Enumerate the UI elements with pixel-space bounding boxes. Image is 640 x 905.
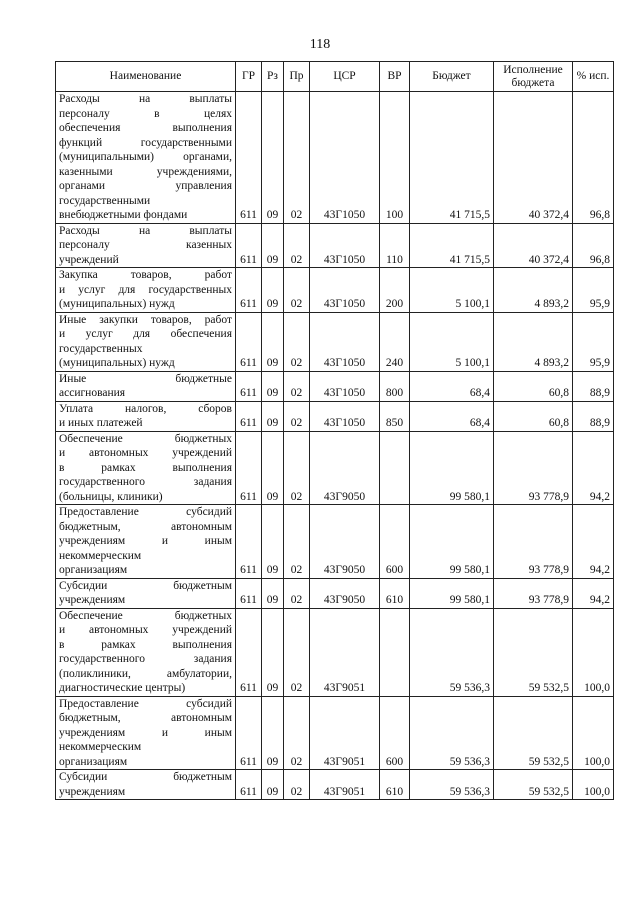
header-csr: ЦСР xyxy=(310,62,380,92)
cell-gr xyxy=(236,401,262,431)
cell-gr xyxy=(236,268,262,313)
cell-csr-value: 43Г1050 xyxy=(323,357,366,369)
cell-pr-value: 02 xyxy=(290,682,303,694)
header-execution: Исполнение бюджета xyxy=(494,62,573,92)
cell-percent xyxy=(573,312,614,371)
cell-rz-value: 09 xyxy=(266,209,279,221)
cell-percent-value: 100,0 xyxy=(584,755,610,768)
cell-budget-value: 41 715,5 xyxy=(449,253,490,266)
name-line: Расходы на выплаты xyxy=(59,93,232,105)
cell-rz xyxy=(262,608,284,696)
cell-csr xyxy=(310,371,380,401)
cell-csr-value: 43Г9051 xyxy=(323,785,366,798)
cell-csr-value: 43Г9050 xyxy=(323,564,366,576)
cell-csr-value: 43Г9050 xyxy=(323,490,366,503)
name-line: органами управления xyxy=(59,180,232,192)
cell-gr xyxy=(236,431,262,505)
cell-budget-value: 99 580,1 xyxy=(449,490,490,503)
cell-rz-value: 09 xyxy=(266,594,279,606)
cell-rz xyxy=(262,371,284,401)
name-line: в рамках выполнения xyxy=(59,638,232,651)
cell-vr-value: 240 xyxy=(385,357,404,369)
cell-percent xyxy=(573,770,614,800)
cell-budget xyxy=(410,578,494,608)
budget-table xyxy=(55,61,614,800)
cell-name xyxy=(56,505,236,579)
table-row xyxy=(56,268,614,313)
name-line: некоммерческим xyxy=(59,741,142,753)
cell-budget-value: 5 100,1 xyxy=(455,298,490,310)
cell-vr-value: 100 xyxy=(385,209,404,221)
name-line: (муниципальных) нужд xyxy=(59,357,175,369)
table-row xyxy=(56,770,614,800)
cell-pr-value: 02 xyxy=(290,253,303,266)
cell-vr-value: 110 xyxy=(386,253,403,266)
name-line: ассигнования xyxy=(59,387,126,399)
cell-execution-value: 59 532,5 xyxy=(528,682,569,694)
cell-budget xyxy=(410,431,494,505)
cell-vr xyxy=(380,312,410,371)
cell-vr-value: 600 xyxy=(385,755,404,768)
cell-name xyxy=(56,770,236,800)
cell-csr xyxy=(310,223,380,268)
cell-name xyxy=(56,578,236,608)
header-vr: ВР xyxy=(380,62,410,92)
cell-pr xyxy=(284,312,310,371)
table-row xyxy=(56,578,614,608)
cell-rz-value: 09 xyxy=(266,785,279,798)
name-line: учреждениям и иным xyxy=(59,535,232,547)
table-row xyxy=(56,696,614,770)
cell-budget-value: 59 536,3 xyxy=(449,755,490,768)
cell-csr-value: 43Г9050 xyxy=(323,594,366,606)
cell-rz xyxy=(262,312,284,371)
cell-execution-value: 93 778,9 xyxy=(528,490,569,503)
cell-pr xyxy=(284,268,310,313)
name-line: и автономных учреждений xyxy=(59,624,232,636)
cell-gr-value: 611 xyxy=(240,298,257,310)
name-line: Предоставление субсидий xyxy=(59,506,232,518)
cell-gr xyxy=(236,578,262,608)
name-line: Обеспечение бюджетных xyxy=(59,609,232,622)
cell-execution xyxy=(494,696,573,770)
cell-pr xyxy=(284,696,310,770)
cell-csr-value: 43Г1050 xyxy=(323,298,366,310)
cell-vr xyxy=(380,223,410,268)
cell-budget xyxy=(410,608,494,696)
cell-name xyxy=(56,401,236,431)
name-line: Субсидии бюджетным xyxy=(59,579,232,592)
cell-rz-value: 09 xyxy=(266,417,279,429)
cell-budget xyxy=(410,223,494,268)
cell-pr-value: 02 xyxy=(290,490,303,503)
cell-budget-value: 99 580,1 xyxy=(449,594,490,606)
name-line: и услуг для государственных xyxy=(59,283,232,296)
cell-budget xyxy=(410,312,494,371)
cell-vr-value: 610 xyxy=(385,785,404,798)
cell-rz-value: 09 xyxy=(266,564,279,576)
cell-pr-value: 02 xyxy=(290,357,303,369)
cell-vr xyxy=(380,505,410,579)
cell-rz-value: 09 xyxy=(266,387,279,399)
name-line: учреждениям и иным xyxy=(59,726,232,739)
cell-percent-value: 95,9 xyxy=(589,298,610,310)
cell-budget-value: 68,4 xyxy=(469,417,490,429)
cell-vr xyxy=(380,578,410,608)
cell-percent-value: 94,2 xyxy=(589,564,610,576)
cell-execution-value: 93 778,9 xyxy=(528,564,569,576)
cell-percent-value: 88,9 xyxy=(589,417,610,429)
cell-name xyxy=(56,268,236,313)
cell-pr-value: 02 xyxy=(290,755,303,768)
cell-csr xyxy=(310,578,380,608)
cell-vr xyxy=(380,608,410,696)
name-line: (поликлиники, амбулатории, xyxy=(59,667,232,680)
cell-rz-value: 09 xyxy=(266,357,279,369)
cell-csr-value: 43Г9051 xyxy=(323,682,366,694)
cell-pr-value: 02 xyxy=(290,564,303,576)
table-row xyxy=(56,431,614,505)
name-line: (муниципальными) органами, xyxy=(59,151,232,163)
cell-percent-value: 96,8 xyxy=(589,209,610,221)
cell-rz-value: 09 xyxy=(266,755,279,768)
cell-execution xyxy=(494,770,573,800)
name-line: Иные закупки товаров, работ xyxy=(59,313,232,326)
header-name: Наименование xyxy=(56,62,236,92)
cell-rz-value: 09 xyxy=(266,253,279,266)
cell-csr-value: 43Г1050 xyxy=(323,253,366,266)
cell-rz-value: 09 xyxy=(266,490,279,503)
header-gr: ГР xyxy=(236,62,262,92)
cell-pr xyxy=(284,92,310,224)
cell-pr xyxy=(284,608,310,696)
cell-budget-value: 68,4 xyxy=(469,387,490,399)
cell-execution xyxy=(494,92,573,224)
name-line: внебюджетными фондами xyxy=(59,209,188,221)
cell-name xyxy=(56,371,236,401)
cell-percent-value: 100,0 xyxy=(584,682,610,694)
cell-name xyxy=(56,312,236,371)
cell-vr xyxy=(380,92,410,224)
cell-pr-value: 02 xyxy=(290,298,303,310)
cell-percent-value: 96,8 xyxy=(589,253,610,266)
cell-gr-value: 611 xyxy=(240,209,257,221)
cell-gr-value: 611 xyxy=(240,357,257,369)
cell-percent xyxy=(573,223,614,268)
cell-name xyxy=(56,92,236,224)
table-row xyxy=(56,608,614,696)
cell-percent xyxy=(573,505,614,579)
name-line: функций государственными xyxy=(59,136,232,149)
cell-rz-value: 09 xyxy=(266,298,279,310)
cell-rz xyxy=(262,92,284,224)
name-line: (больницы, клиники) xyxy=(59,490,163,503)
cell-vr-value: 600 xyxy=(385,564,404,576)
cell-vr xyxy=(380,696,410,770)
cell-pr-value: 02 xyxy=(290,209,303,221)
cell-budget xyxy=(410,92,494,224)
cell-execution-value: 4 893,2 xyxy=(534,298,569,310)
name-line: учреждениям xyxy=(59,785,126,798)
cell-rz xyxy=(262,696,284,770)
cell-execution-value: 93 778,9 xyxy=(528,594,569,606)
cell-pr-value: 02 xyxy=(290,785,303,798)
name-line: государственных xyxy=(59,342,143,355)
cell-budget-value: 59 536,3 xyxy=(449,682,490,694)
cell-rz xyxy=(262,578,284,608)
name-line: организациям xyxy=(59,755,128,768)
cell-pr-value: 02 xyxy=(290,594,303,606)
cell-vr-value: 200 xyxy=(385,298,404,310)
cell-gr-value: 611 xyxy=(240,755,257,768)
name-line: Предоставление субсидий xyxy=(59,697,232,710)
table-row xyxy=(56,223,614,268)
name-line: персоналу казенных xyxy=(59,239,232,251)
name-line: учреждений xyxy=(59,253,119,266)
cell-vr xyxy=(380,268,410,313)
cell-percent xyxy=(573,268,614,313)
cell-name xyxy=(56,223,236,268)
cell-gr-value: 611 xyxy=(240,253,257,266)
cell-gr-value: 611 xyxy=(240,682,257,694)
header-percent: % исп. xyxy=(573,62,614,92)
cell-execution-value: 60,8 xyxy=(548,417,569,429)
cell-vr xyxy=(380,371,410,401)
cell-gr-value: 611 xyxy=(240,564,257,576)
cell-percent-value: 88,9 xyxy=(589,387,610,399)
name-line: диагностические центры) xyxy=(59,682,186,694)
cell-execution-value: 59 532,5 xyxy=(528,785,569,798)
table-row xyxy=(56,505,614,579)
header-pr: Пр xyxy=(284,62,310,92)
cell-gr xyxy=(236,696,262,770)
cell-gr-value: 611 xyxy=(240,387,257,399)
table-header xyxy=(56,62,614,92)
cell-pr xyxy=(284,578,310,608)
cell-name xyxy=(56,696,236,770)
name-line: (муниципальных) нужд xyxy=(59,298,175,310)
cell-execution xyxy=(494,578,573,608)
cell-budget xyxy=(410,371,494,401)
cell-execution-value: 40 372,4 xyxy=(528,253,569,266)
cell-csr xyxy=(310,268,380,313)
cell-pr-value: 02 xyxy=(290,417,303,429)
cell-gr-value: 611 xyxy=(240,785,257,798)
cell-percent xyxy=(573,92,614,224)
cell-percent xyxy=(573,696,614,770)
cell-percent xyxy=(573,608,614,696)
cell-execution xyxy=(494,312,573,371)
name-line: бюджетным, автономным xyxy=(59,712,232,724)
cell-execution xyxy=(494,371,573,401)
cell-gr xyxy=(236,312,262,371)
cell-pr xyxy=(284,223,310,268)
name-line: учреждениям xyxy=(59,594,126,606)
cell-percent-value: 100,0 xyxy=(584,785,610,798)
name-line: Закупка товаров, работ xyxy=(59,269,232,281)
cell-execution xyxy=(494,268,573,313)
cell-execution xyxy=(494,223,573,268)
cell-rz-value: 09 xyxy=(266,682,279,694)
cell-budget-value: 99 580,1 xyxy=(449,564,490,576)
name-line: государственными xyxy=(59,194,151,207)
cell-percent xyxy=(573,371,614,401)
cell-vr xyxy=(380,770,410,800)
name-line: государственного задания xyxy=(59,653,232,665)
cell-csr-value: 43Г1050 xyxy=(323,209,366,221)
cell-vr-value: 850 xyxy=(385,417,404,429)
cell-csr xyxy=(310,92,380,224)
cell-gr xyxy=(236,223,262,268)
cell-pr xyxy=(284,371,310,401)
cell-execution-value: 40 372,4 xyxy=(528,209,569,221)
cell-pr xyxy=(284,431,310,505)
cell-csr xyxy=(310,312,380,371)
cell-gr xyxy=(236,770,262,800)
name-line: персоналу в целях xyxy=(59,107,232,120)
name-line: государственного задания xyxy=(59,476,232,488)
cell-csr xyxy=(310,431,380,505)
table-row xyxy=(56,92,614,224)
cell-name xyxy=(56,431,236,505)
cell-vr-value: 610 xyxy=(385,594,404,606)
cell-rz xyxy=(262,770,284,800)
name-line: Обеспечение бюджетных xyxy=(59,432,232,445)
name-line: казенными учреждениями, xyxy=(59,165,232,178)
name-line: и услуг для обеспечения xyxy=(59,328,232,340)
cell-pr xyxy=(284,401,310,431)
cell-percent-value: 94,2 xyxy=(589,490,610,503)
page-number: 118 xyxy=(309,37,331,52)
cell-gr xyxy=(236,371,262,401)
cell-execution xyxy=(494,401,573,431)
cell-gr-value: 611 xyxy=(240,490,257,503)
name-line: бюджетным, автономным xyxy=(59,520,232,533)
cell-vr xyxy=(380,401,410,431)
cell-pr-value: 02 xyxy=(290,387,303,399)
name-line: в рамках выполнения xyxy=(59,461,232,474)
cell-rz xyxy=(262,268,284,313)
name-line: Иные бюджетные xyxy=(59,372,232,385)
cell-rz xyxy=(262,401,284,431)
header-rz: Рз xyxy=(262,62,284,92)
table-body xyxy=(56,92,614,800)
cell-csr-value: 43Г9051 xyxy=(323,755,366,768)
name-line: обеспечения выполнения xyxy=(59,122,232,134)
cell-pr xyxy=(284,770,310,800)
cell-vr xyxy=(380,431,410,505)
cell-gr-value: 611 xyxy=(240,594,257,606)
cell-name xyxy=(56,608,236,696)
table-row xyxy=(56,401,614,431)
name-line: некоммерческим xyxy=(59,549,142,562)
cell-csr xyxy=(310,770,380,800)
cell-budget xyxy=(410,696,494,770)
cell-budget xyxy=(410,401,494,431)
cell-csr xyxy=(310,608,380,696)
cell-vr-value: 800 xyxy=(385,387,404,399)
cell-execution-value: 4 893,2 xyxy=(534,357,569,369)
cell-budget-value: 5 100,1 xyxy=(455,357,490,369)
cell-execution-value: 59 532,5 xyxy=(528,755,569,768)
cell-execution-value: 60,8 xyxy=(548,387,569,399)
cell-percent xyxy=(573,401,614,431)
cell-gr xyxy=(236,92,262,224)
table-row xyxy=(56,371,614,401)
cell-rz xyxy=(262,505,284,579)
cell-budget-value: 41 715,5 xyxy=(449,209,490,221)
cell-budget xyxy=(410,268,494,313)
cell-rz xyxy=(262,223,284,268)
cell-execution xyxy=(494,608,573,696)
cell-percent xyxy=(573,431,614,505)
cell-percent-value: 95,9 xyxy=(589,357,610,369)
cell-pr xyxy=(284,505,310,579)
name-line: организациям xyxy=(59,564,128,576)
cell-percent-value: 94,2 xyxy=(589,594,610,606)
header-budget: Бюджет xyxy=(410,62,494,92)
name-line: Уплата налогов, сборов xyxy=(59,402,232,415)
name-line: и иных платежей xyxy=(59,417,143,429)
cell-execution xyxy=(494,505,573,579)
cell-gr xyxy=(236,608,262,696)
cell-csr xyxy=(310,401,380,431)
header-row xyxy=(56,62,614,92)
cell-percent xyxy=(573,578,614,608)
cell-budget-value: 59 536,3 xyxy=(449,785,490,798)
cell-budget xyxy=(410,505,494,579)
cell-csr xyxy=(310,505,380,579)
cell-csr-value: 43Г1050 xyxy=(323,387,366,399)
cell-gr-value: 611 xyxy=(240,417,257,429)
cell-budget xyxy=(410,770,494,800)
cell-rz xyxy=(262,431,284,505)
cell-execution xyxy=(494,431,573,505)
name-line: Расходы на выплаты xyxy=(59,224,232,237)
cell-gr xyxy=(236,505,262,579)
name-line: Субсидии бюджетным xyxy=(59,771,232,783)
name-line: и автономных учреждений xyxy=(59,447,232,459)
cell-csr-value: 43Г1050 xyxy=(323,417,366,429)
table-row xyxy=(56,312,614,371)
cell-csr xyxy=(310,696,380,770)
